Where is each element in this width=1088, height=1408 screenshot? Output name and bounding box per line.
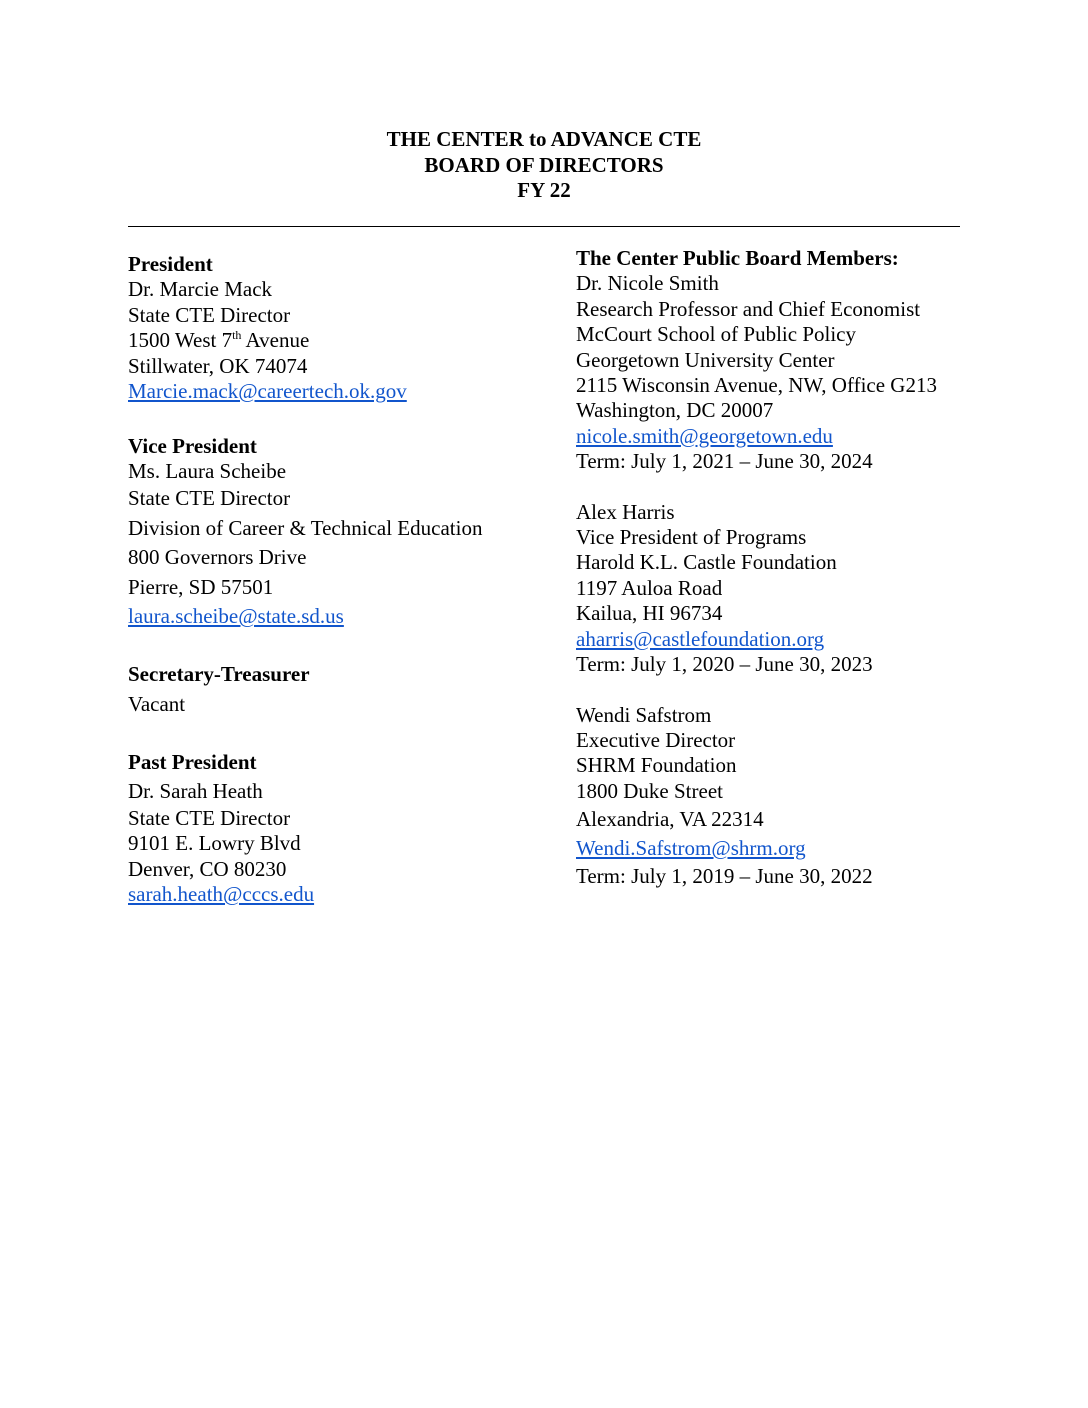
member-address: 2115 Wisconsin Avenue, NW, Office G213 (576, 373, 937, 398)
president-name: Dr. Marcie Mack (128, 277, 273, 302)
president-email-link[interactable]: Marcie.mack@careertech.ok.gov (128, 379, 407, 404)
past-president-name: Dr. Sarah Heath (128, 778, 263, 803)
president-block (128, 252, 548, 404)
member-name: Dr. Nicole Smith (576, 271, 719, 296)
member-email-link[interactable]: Wendi.Safstrom@shrm.org (576, 836, 806, 861)
past-president-role: State CTE Director (128, 805, 291, 830)
member-address: 1197 Auloa Road (576, 575, 723, 600)
president-address: 1500 West 7th Avenue (128, 328, 310, 353)
secretary-treasurer-title: Secretary-Treasurer (128, 661, 310, 686)
member-org: Harold K.L. Castle Foundation (576, 550, 837, 575)
member-name: Alex Harris (576, 499, 675, 524)
past-president-address: 9101 E. Lowry Blvd (128, 831, 301, 856)
member-role: Executive Director (576, 727, 736, 752)
vice-president-city: Pierre, SD 57501 (128, 574, 274, 599)
secretary-treasurer-block (128, 660, 548, 720)
member-org: McCourt School of Public Policy (576, 322, 856, 347)
member-term: Term: July 1, 2020 – June 30, 2023 (576, 652, 873, 677)
past-president-city: Denver, CO 80230 (128, 856, 287, 881)
header-divider (128, 226, 960, 227)
member-term: Term: July 1, 2019 – June 30, 2022 (576, 864, 873, 889)
board-title: BOARD OF DIRECTORS (424, 152, 664, 177)
member-address: 1800 Duke Street (576, 778, 723, 803)
member-city: Washington, DC 20007 (576, 398, 774, 423)
secretary-treasurer-name: Vacant (128, 691, 186, 716)
member-city: Kailua, HI 96734 (576, 601, 723, 626)
document-header (128, 127, 960, 204)
vice-president-email-link[interactable]: laura.scheibe@state.sd.us (128, 604, 344, 629)
member-role: Vice President of Programs (576, 525, 807, 550)
member-org-secondary: Georgetown University Center (576, 347, 835, 372)
member-name: Wendi Safstrom (576, 702, 712, 727)
public-members-heading: The Center Public Board Members: (576, 246, 899, 270)
past-president-title: Past President (128, 749, 257, 774)
officers-column (128, 252, 548, 908)
vice-president-role: State CTE Director (128, 486, 291, 511)
member-block-3 (576, 703, 976, 891)
member-block-2 (576, 500, 976, 678)
president-title: President (128, 252, 213, 276)
member-email-link[interactable]: aharris@castlefoundation.org (576, 626, 825, 651)
vice-president-block (128, 434, 548, 632)
member-email-link[interactable]: nicole.smith@georgetown.edu (576, 423, 833, 448)
member-block-1 (576, 271, 976, 474)
vice-president-name: Ms. Laura Scheibe (128, 459, 287, 484)
member-term: Term: July 1, 2021 – June 30, 2024 (576, 449, 873, 474)
member-org: SHRM Foundation (576, 753, 737, 778)
member-role: Research Professor and Chief Economist (576, 296, 921, 321)
president-city: Stillwater, OK 74074 (128, 353, 308, 378)
org-title: THE CENTER to ADVANCE CTE (386, 127, 702, 151)
past-president-email-link[interactable]: sarah.heath@cccs.edu (128, 882, 315, 907)
vice-president-division: Division of Career & Technical Education (128, 515, 483, 540)
member-city: Alexandria, VA 22314 (576, 807, 764, 832)
past-president-block (128, 748, 548, 908)
fiscal-year: FY 22 (517, 178, 571, 202)
president-role: State CTE Director (128, 302, 291, 327)
public-members-column (576, 246, 976, 890)
vice-president-title: Vice President (128, 434, 257, 459)
vice-president-address: 800 Governors Drive (128, 545, 307, 570)
